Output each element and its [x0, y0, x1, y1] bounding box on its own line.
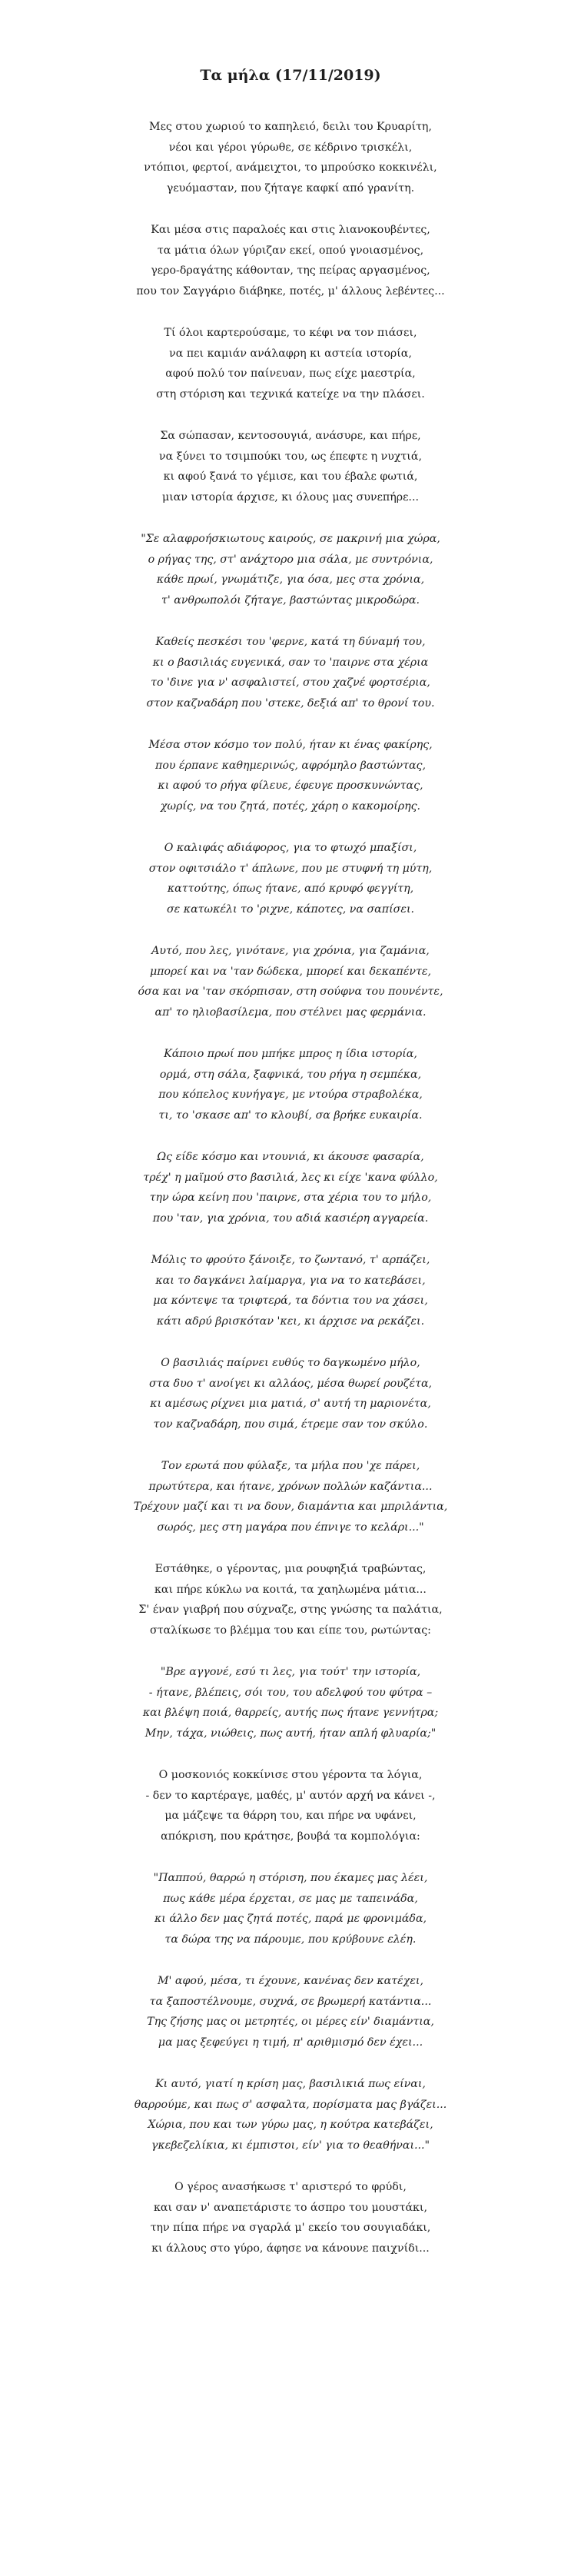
poem-line: που 'ταν, για χρόνια, του αδιά κασιέρη αγγαρεία. [152, 1212, 429, 1225]
stanza [0, 838, 581, 919]
stanza [0, 1559, 581, 1640]
poem-line: Μέσα στον κόσμο τον πολύ, ήταν κι ένας φακίρης, [148, 739, 433, 751]
poem-line: και σαν ν' αναπετάριστε το άσπρο του μουστάκι, [154, 2201, 427, 2214]
poem-line: τι, το 'σκασε απ' το κλουβί, σα βρήκε ευκαιρία. [158, 1109, 423, 1122]
poem-line: απ' το ηλιοβασίλεμα, που στέλνει μας φερμάνια. [154, 1005, 427, 1019]
poem-line: μπορεί και να 'ταν δώδεκα, μπορεί και δεκαπέντε, [149, 965, 432, 978]
poem-line: Ο βασιλιάς παίρνει ευθύς το δαγκωμένο μήλο, [161, 1357, 420, 1369]
poem-line: να ξύνει το τσιμπούκι του, ως έπεφτε η νυχτιά, [159, 450, 422, 463]
poem-line: που έρπανε καθημερινώς, αφρόμηλο βαστώντας, [155, 759, 426, 772]
poem-line: στα δυο τ' ανοίγει κι αλλάος, μέσα θωρεί ρουζέτα, [148, 1377, 433, 1390]
poem-line: Τον ερωτά που φύλαξε, τα μήλα που 'χε πάρει, [161, 1460, 420, 1472]
poem-line: το 'δινε για ν' ασφαλιστεί, στου χαζνέ φορτσέρια, [151, 676, 430, 689]
poem-line: απόκριση, που κράτησε, βουβά τα κομπολόγια: [161, 1830, 420, 1843]
poem-line: Μ' αφού, μέσα, τι έχουνε, κανένας δεν κατέχει, [157, 1975, 423, 1987]
poem-line: και βλέψη ποιά, θαρρείς, αυτής πως ήτανε γεννήτρα; [142, 1707, 439, 1719]
poem-line: τα μάτια όλων γύριζαν εκεί, οπού γνοιασμένος, [157, 244, 424, 257]
poem-body [0, 117, 581, 2259]
poem-line: την ώρα κείνη που 'παιρνε, στα χέρια του το μήλο, [149, 1192, 432, 1204]
stanza [0, 941, 581, 1022]
poem-line: στον καζναδάρη που 'στεκε, δεξιά απ' το θρονί του. [146, 696, 435, 710]
stanza [0, 1456, 581, 1537]
poem-line: χωρίς, να του ζητά, ποτές, χάρη ο κακομοίρης. [160, 799, 421, 813]
stanza [0, 1044, 581, 1125]
stanza [0, 117, 581, 198]
poem-line: Ο καλιφάς αδιάφορος, για το φτωχό μπαξίσι, [164, 842, 417, 854]
poem-line: νέοι και γέροι γύρωθε, σε κέδρινο τρισκέλι, [168, 141, 413, 154]
stanza [0, 632, 581, 713]
poem-line: μα κόντεψε τα τριφτερά, τα δόντια του να χάσει, [153, 1295, 428, 1307]
poem-line: Τί όλοι καρτερούσαμε, το κέφι να τον πιάσει, [164, 327, 417, 339]
stanza [0, 1353, 581, 1434]
poem-line: κάθε πρωί, γνωμάτιζε, για όσα, μες στα χρόνια, [156, 573, 425, 586]
poem-line: Μην, τάχα, νιώθεις, πως αυτή, ήταν απλή φλυαρία;" [144, 1727, 437, 1740]
poem-line: και το δαγκάνει λαίμαργα, για να το κατεβάσει, [155, 1274, 426, 1287]
poem-line: σταλίκωσε το βλέμμα του και είπε του, ρωτώντας: [150, 1624, 431, 1637]
stanza [0, 1250, 581, 1331]
poem-line: τ' ανθρωπολόι ζήταγε, βαστώντας μικροδώρα. [161, 593, 420, 607]
poem-line: Αυτό, που λες, γινότανε, για χρόνια, για ζαμάνια, [151, 945, 430, 957]
poem-line: Χώρια, που και των γύρω μας, η κούτρα κατεβάζει, [148, 2119, 433, 2131]
poem-line: να πει καμιάν ανάλαφρη κι αστεία ιστορία, [169, 347, 412, 360]
poem-line: Εστάθηκε, ο γέροντας, μια ρουφηξιά τραβώντας, [154, 1563, 427, 1575]
poem-line: την πίπα πήρε να σγαρλά μ' εκείο του σουγιαδάκι, [150, 2222, 431, 2234]
poem-line: κι άλλο δεν μας ζητά ποτές, παρά με φρονιμάδα, [154, 1913, 427, 1925]
poem-line: μα μας ξεφεύγει η τιμή, π' αριθμισμό δεν έχει... [158, 2036, 423, 2049]
poem-line: πρωτύτερα, και ήτανε, χρόνων πολλών καζάντια... [148, 1480, 433, 1493]
poem-line: που τον Σαγγάριο διάβηκε, ποτές, μ' άλλους λεβέντες... [136, 284, 445, 297]
poem-line: Και μέσα στις παραλοές και στις λιανοκουβέντες, [151, 224, 430, 236]
stanza [0, 1662, 581, 1743]
stanza [0, 2177, 581, 2259]
poem-line: πως κάθε μέρα έρχεται, σε μας με ταπεινάδα, [163, 1892, 418, 1905]
poem-line: γευόμασταν, που ζήταγε καφκί από γρανίτη. [166, 181, 415, 194]
poem-line: γερο-δραγάτης κάθονταν, της πείρας αργασμένος, [151, 264, 430, 277]
poem-line: ο ρήγας της, στ' ανάχτορο μια σάλα, με συντρόνια, [148, 553, 433, 566]
poem-line: στον οφιτσιάλο τ' άπλωνε, που με στυφνή τη μύτη, [148, 862, 433, 875]
poem-line: κάτι αδρύ βρισκόταν 'κει, κι άρχισε να ρεκάζει. [156, 1315, 425, 1328]
poem-line: κι αφού το ρήγα φίλευε, έφευγε προσκυνώντας, [158, 779, 423, 792]
poem-line: κι αμέσως ρίχνει μια ματιά, σ' αυτή τη μαριονέτα, [150, 1398, 431, 1410]
poem-line: Μόλις το φρούτο ξάνοιξε, το ζωντανό, τ' αρπάζει, [151, 1254, 430, 1266]
poem-line: - ήτανε, βλέπεις, σόι του, του αδελφού του φύτρα – [148, 1686, 433, 1699]
stanza [0, 1147, 581, 1228]
poem-line: καττούτης, όπως ήτανε, από κρυφό φεγγίτη, [167, 882, 414, 895]
poem-line: Κι αυτό, γιατί η κρίση μας, βασιλικιά πως είναι, [155, 2078, 426, 2090]
poem-line: και πήρε κύκλω να κοιτά, τα χαηλωμένα μάτια... [154, 1583, 427, 1596]
poem-line: Της ζήσης μας οι μετρητές, οι μέρες είν' διαμάντια, [147, 2016, 434, 2028]
poem-line: μιαν ιστορία άρχισε, κι όλους μας συνεπήρε... [162, 490, 419, 504]
poem-line: τρέχ' η μαϊμού στο βασιλιά, λες κι είχε 'κανα φύλλο, [143, 1171, 438, 1184]
stanza [0, 323, 581, 404]
poem-line: στη στόριση και τεχνικά κατείχε να την πλάσει. [156, 387, 425, 401]
poem-line: Σα σώπασαν, κεντοσουγιά, ανάσυρε, και πήρε, [160, 430, 421, 442]
poem-line: Μες στου χωριού το καπηλειό, δειλι του Κρυαρίτη, [149, 121, 432, 133]
poem-line: Καθείς πεσκέσι του 'φερνε, κατά τη δύναμή του, [155, 636, 426, 648]
poem-line: "Βρε αγγονέ, εσύ τι λες, για τούτ' την ιστορία, [160, 1666, 421, 1678]
poem-title: Τα μήλα (17/11/2019) [200, 67, 381, 84]
poem-line: Τρέχουν μαζί και τι να δουν, διαμάντια και μπριλάντια, [133, 1501, 448, 1513]
stanza [0, 220, 581, 301]
poem-line: - δεν το καρτέραγε, μαθές, μ' αυτόν αρχή να κάνει -, [145, 1789, 436, 1802]
poem-line: που κόπελος κυνήγαγε, με ντούρα στραβολέκα, [158, 1089, 423, 1101]
poem-line: τα ξαποστέλνουμε, συχνά, σε βρωμερή κατάντια... [149, 1995, 432, 2008]
poem-line: όσα και να 'ταν σκόρπισαν, στη σούφνα του πουνέντε, [138, 986, 443, 998]
stanza [0, 2074, 581, 2156]
stanza [0, 1971, 581, 2052]
poem-line: θαρρούμε, και πως σ' ασφαλτα, πορίσματα μας βγάζει... [134, 2098, 447, 2111]
poem-line: κι ο βασιλιάς ευγενικά, σαν το 'παιρνε στα χέρια [152, 656, 429, 669]
stanza [0, 1868, 581, 1949]
poem-line: Ο μοσκονιός κοκκίνισε στου γέροντα τα λόγια, [158, 1769, 423, 1781]
stanza [0, 735, 581, 816]
poem-line: ορμά, στη σάλα, ξαφνικά, του ρήγα η σεμπέκα, [159, 1068, 422, 1081]
poem-line: αφού πολύ τον παίνευαν, πως είχε μαεστρία, [165, 367, 416, 380]
poem-line: σε κατωκέλι το 'ριχνε, κάποτες, να σαπίσει. [166, 902, 415, 916]
poem-line: "Παππού, θαρρώ η στόριση, που έκαμες μας λέει, [153, 1872, 428, 1884]
stanza [0, 426, 581, 507]
poem-line: ντόπιοι, φερτοί, ανάμειχτοι, το μπρούσκο κοκκινέλι, [144, 161, 437, 174]
poem-line: Κάποιο πρωί που μπήκε μπρος η ίδια ιστορία, [164, 1048, 417, 1060]
poem-line: "Σε αλαφροήσκιωτους καιρούς, σε μακρινή μια χώρα, [141, 533, 440, 545]
poem-line: κι αφού ξανά το γέμισε, και του έβαλε φωτιά, [163, 470, 418, 483]
poem-line: τον καζναδάρη, που σιμά, έτρεμε σαν τον σκύλο. [153, 1418, 428, 1431]
stanza [0, 529, 581, 610]
poem-line: Σ' έναν γιαβρή που σύχναζε, στης γνώσης τα παλάτια, [138, 1604, 443, 1616]
poem-line: γκεβεζελίκια, κι έμπιστοι, είν' για το θεαθήναι..." [151, 2139, 430, 2152]
poem-line: κι άλλους στο γύρο, άφησε να κάνουνε παιχνίδι... [151, 2242, 430, 2255]
poem-line: Ως είδε κόσμο και ντουνιά, κι άκουσε φασαρία, [157, 1151, 424, 1163]
poem-line: τα δώρα της να πάρουμε, που κρύβουνε ελέη. [164, 1933, 417, 1946]
poem-line: μα μάζεψε τα θάρρη του, και πήρε να υφάνει, [164, 1810, 417, 1822]
stanza [0, 1765, 581, 1846]
poem-line: Ο γέρος ανασήκωσε τ' αριστερό το φρύδι, [174, 2181, 407, 2193]
poem-line: σωρός, μες στη μαγάρα που έπνιγε το κελάρι..." [157, 1521, 424, 1534]
